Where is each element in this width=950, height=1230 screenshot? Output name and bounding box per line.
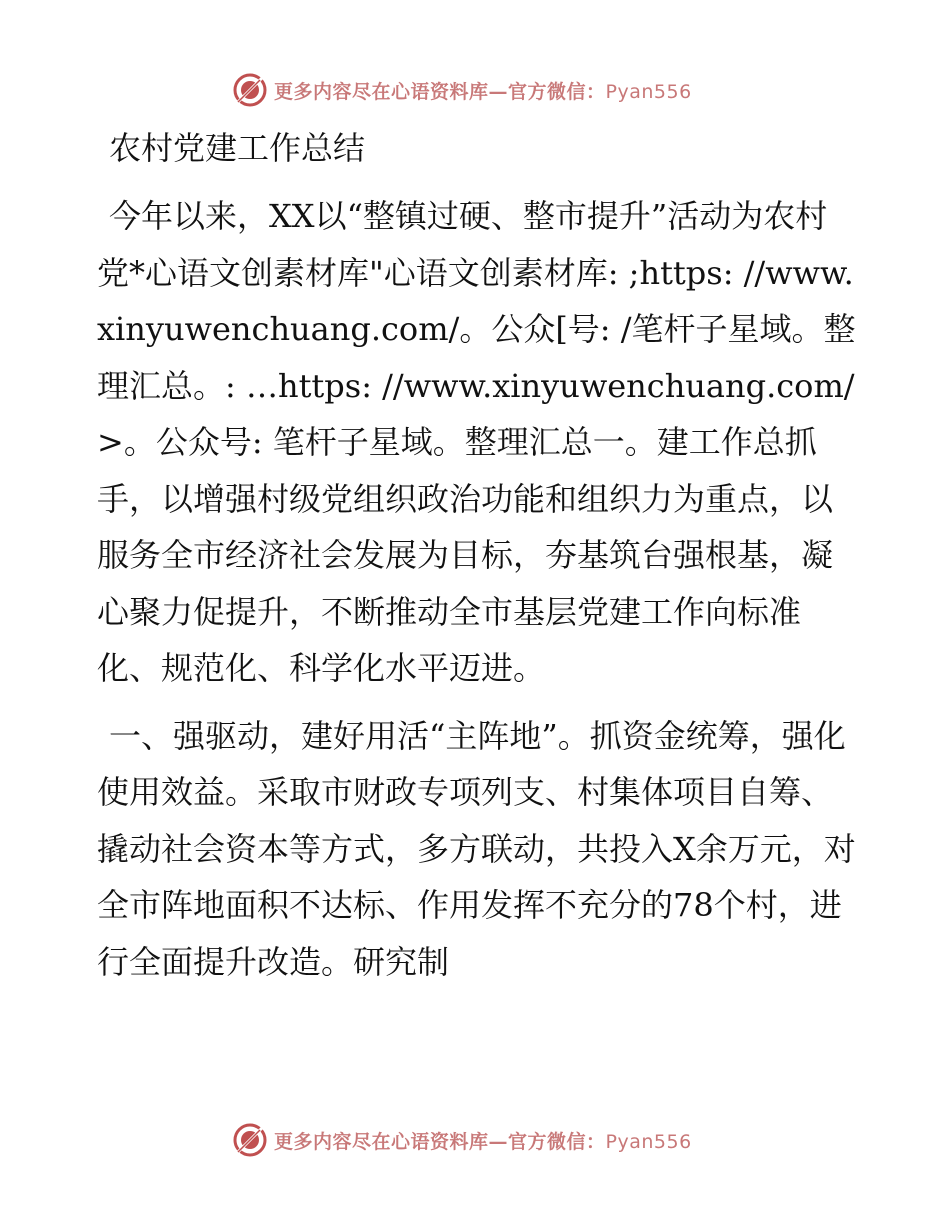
paragraph: 一、强驱动，建好用活“主阵地”。抓资金统筹，强化使用效益。采取市财政专项列支、村集体项目自筹、撬动社会资本等方式，多方联动，共投入X余万元，对全市阵地面积不达标、作用发挥不充分的78个村，进行全面提升改造。研究制 <box>97 716 856 981</box>
document-title: 农村党建工作总结 <box>109 129 366 167</box>
watermark-banner-bottom <box>232 1122 692 1158</box>
watermark-handle: Pyan556 <box>605 1130 692 1153</box>
document-body <box>97 120 857 990</box>
quill-seal-icon <box>232 1122 268 1158</box>
watermark-banner-top <box>232 72 692 108</box>
watermark-handle: Pyan556 <box>605 80 692 103</box>
watermark-text: 更多内容尽在心语资料库—官方微信：Pyan556 <box>274 1130 692 1153</box>
watermark-text: 更多内容尽在心语资料库—官方微信：Pyan556 <box>274 80 692 103</box>
paragraph: 今年以来，XX以“整镇过硬、整市提升”活动为农村党*心语文创素材库"心语文创素材库: ;https: //www.xinyuwenchuang.com/。公众[号: /笔杆子星域。整理汇总。: …https: //www.xinyuwenchuang.com/>。公众号: 笔杆子星域。整理汇总一。建工作总抓手，以增强村级党组织政治功能和组织力为重点，以服务全市经济社会发展为目标，夯基筑台强根基，凝心聚力促提升，不断推动全市基层党建工作向标准化、规范化、科学化水平迈进。 <box>97 197 856 687</box>
quill-seal-icon <box>232 72 268 108</box>
